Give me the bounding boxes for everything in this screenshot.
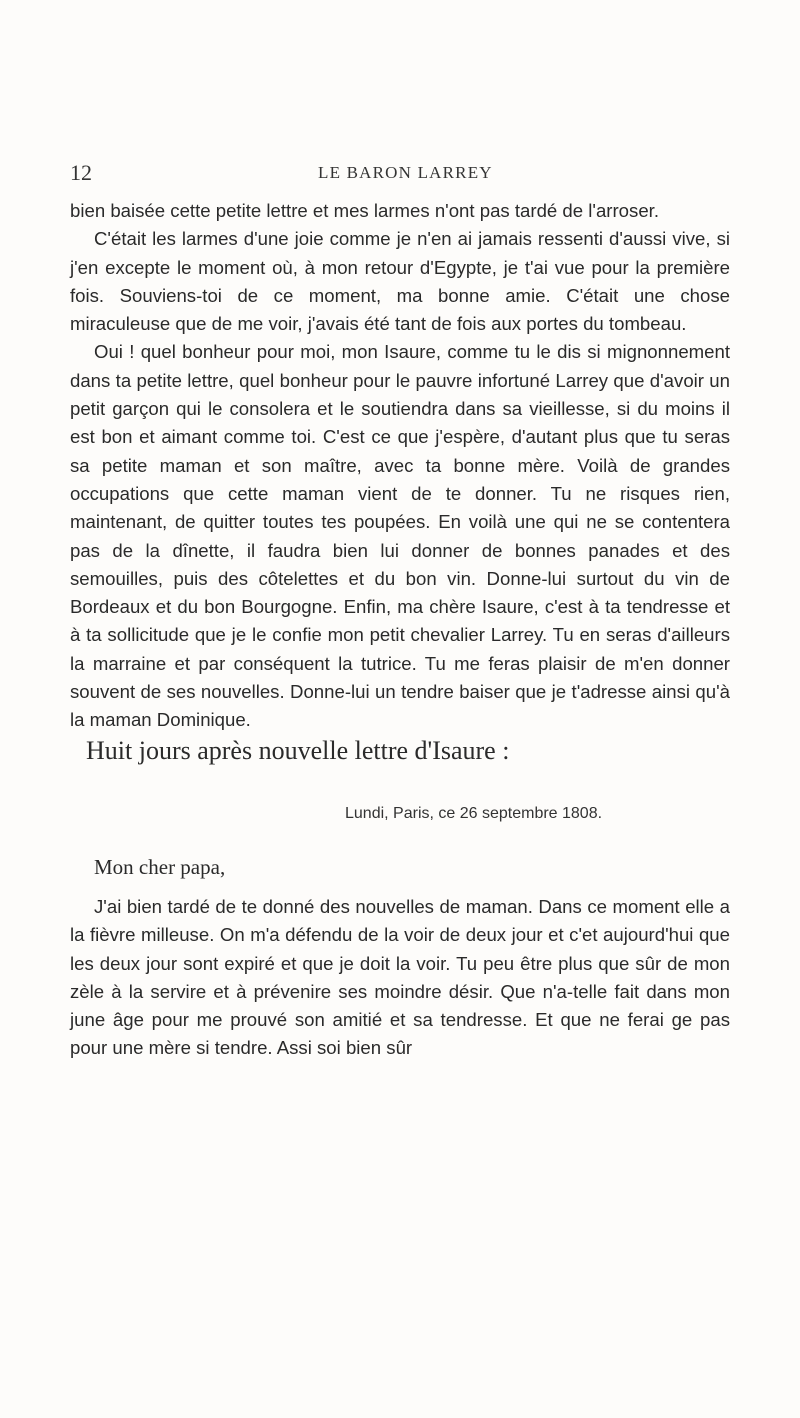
paragraph: J'ai bien tardé de te donné des nouvelles de maman. Dans ce moment elle a la fièvre milleuse. On m'a défendu de la voir de deux jour et c'et aujourd'hui que les deux jour sont expiré et que je doit la voir. Tu peu être plus que sûr de mon zèle à la servire et à prévenire ses moindre désir. Que n'a-telle fait dans mon june âge pour me prouvé son amitié et sa tendresse. Et que ne ferai ge pas pour une mère si tendre. Assi soi bien sûr xyxy=(70,896,730,1059)
paragraph: Oui ! quel bonheur pour moi, mon Isaure, comme tu le dis si mignonnement dans ta petite lettre, quel bonheur pour le pauvre infortuné Larrey que d'avoir un petit garçon qui le consolera et le soutiendra dans sa vieillesse, si du moins il est bon et aimant comme toi. C'est ce que j'espère, d'autant plus que tu seras sa petite maman et son maître, avec ta bonne mère. Voilà de grandes occupations que cette maman vient de te donner. Tu ne risques rien, maintenant, de quitter toutes tes poupées. En voilà une qui ne se contentera pas de la dînette, il faudra bien lui donner de bonnes panades et des semouilles, puis des côtelettes et du bon vin. Donne-lui surtout du vin de Bordeaux et du bon Bourgogne. Enfin, ma chère Isaure, c'est à ta tendresse et à ta sollicitude que je le confie mon petit chevalier Larrey. Tu en seras d'ailleurs la marraine et par conséquent la tutrice. Tu me feras plaisir de m'en donner souvent de ses nouvelles. Donne-lui un tendre baiser que je t'adresse ainsi qu'à la maman Dominique. xyxy=(70,341,730,731)
running-head xyxy=(70,160,730,190)
running-title: LE BARON LARREY xyxy=(318,163,493,182)
section-heading: Huit jours après nouvelle lettre d'Isaure : xyxy=(86,736,510,765)
body-text xyxy=(70,197,730,735)
letter-salutation: Mon cher papa, xyxy=(94,855,226,879)
page-number: 12 xyxy=(70,160,92,185)
letter-text xyxy=(70,893,730,1063)
paragraph: C'était les larmes d'une joie comme je n'en ai jamais ressenti d'aussi vive, si j'en excepte le moment où, à mon retour d'Egypte, je t'ai vue pour la première fois. Souviens-toi de ce moment, ma bonne amie. C'était une chose miraculeuse que de me voir, j'avais été tant de fois aux portes du tombeau. xyxy=(70,228,730,335)
letter-dateline: Lundi, Paris, ce 26 septembre 1808. xyxy=(345,805,603,822)
paragraph: bien baisée cette petite lettre et mes larmes n'ont pas tardé de l'arroser. xyxy=(70,200,659,221)
